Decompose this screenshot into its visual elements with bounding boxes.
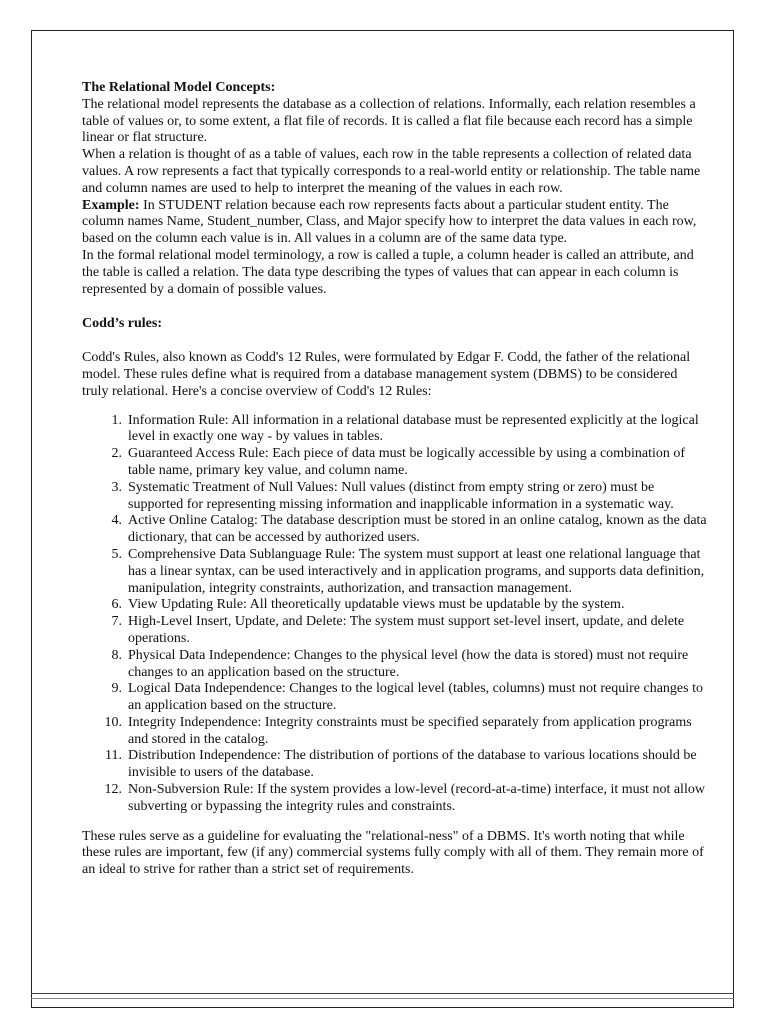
list-item-text: Information Rule: All information in a relational database must be represented explicitly at the logical level in exactly one way - by values in tables. [128,412,699,445]
list-item-text: Systematic Treatment of Null Values: Null values (distinct from empty string or zero) must be supported for representing missing information and inapplicable information in a systematic way. [128,479,674,512]
footer-rule [31,993,734,994]
example-text: In STUDENT relation because each row represents facts about a particular student entity. The column names Name, Student_number, Class, and Major specify how to interpret the data values in each row, based on the column each value is in. All values in a column are of the same data type. [82,197,697,247]
list-item-number: 8. [111,647,122,663]
list-item [82,480,707,514]
paragraph-relation-table-of-values: When a relation is thought of as a table of values, each row in the table represents a collection of related data values. A row represents a fact that typically corresponds to a real-world entity or relationship. The table name and column names are used to help to interpret the meaning of the values in each row. [82,147,701,196]
section-heading-codds-rules: Codd’s rules: [82,316,162,332]
list-item [82,614,707,648]
section-heading-relational-model: The Relational Model Concepts: [82,80,276,95]
list-item-number: 6. [111,597,122,613]
paragraph-formal-terminology: In the formal relational model terminology, a row is called a tuple, a column header is called an attribute, and the table is called a relation. The data type describing the types of values that can appear in each column is represented by a domain of possible values. [82,247,694,297]
list-item [82,597,707,614]
list-item-number: 1. [111,412,122,428]
footer-rule [31,998,734,999]
list-item-number: 2. [111,446,122,462]
list-item-text: Non-Subversion Rule: If the system provides a low-level (record-at-a-time) interface, it must not allow subverting or bypassing the integrity rules and constraints. [128,782,705,814]
document-body [82,80,707,879]
list-item [82,446,707,480]
list-item-text: Physical Data Independence: Changes to the physical level (how the data is stored) must not require changes to an application based on the structure. [128,647,689,680]
list-item-text: High-Level Insert, Update, and Delete: The system must support set-level insert, update, and delete operations. [128,614,685,646]
list-item-number: 10. [104,714,122,730]
list-item [82,715,707,749]
list-item-text: Distribution Independence: The distribution of portions of the database to various locations should be invisible to users of the database. [128,748,697,781]
list-item-text: Integrity Independence: Integrity constraints must be specified separately from application programs and stored in the catalog. [128,714,692,747]
list-item-text: View Updating Rule: All theoretically updatable views must be updatable by the system. [128,597,625,613]
list-item [82,681,707,715]
codds-rules-list [82,413,707,816]
list-item-number: 5. [111,546,122,562]
list-item-text: Guaranteed Access Rule: Each piece of data must be logically accessible by using a combination of table name, primary key value, and column name. [128,446,686,478]
list-item [82,513,707,547]
example-label: Example: [82,197,140,213]
spacer [82,816,707,829]
list-item [82,748,707,782]
list-item [82,547,707,597]
list-item [82,413,707,447]
list-item-text: Active Online Catalog: The database description must be stored in an online catalog, known as the data dictionary, that can be accessed by authorized users. [128,513,707,546]
list-item [82,782,707,816]
list-item [82,648,707,682]
spacer [82,333,707,350]
list-item-text: Logical Data Independence: Changes to the logical level (tables, columns) must not require changes to an application based on the structure. [128,681,703,714]
spacer [82,401,707,413]
list-item-number: 3. [111,479,122,495]
spacer [82,298,707,316]
list-item-number: 7. [111,614,122,630]
paragraph-example [82,198,707,248]
list-item-number: 9. [111,681,122,697]
list-item-number: 12. [104,782,122,798]
paragraph-relational-model-intro: The relational model represents the database as a collection of relations. Informally, each relation resembles a table of values or, to some extent, a flat file of records. It is called a flat file because each record has a simple linear or flat structure. [82,96,696,146]
list-item-number: 4. [111,513,122,529]
paragraph-closing: These rules serve as a guideline for evaluating the "relational-ness" of a DBMS. It's worth noting that while these rules are important, few (if any) commercial systems fully comply with all of them. They remain more of an ideal to strive for rather than a strict set of requirements. [82,828,704,878]
list-item-number: 11. [105,748,122,764]
list-item-text: Comprehensive Data Sublanguage Rule: The system must support at least one relational language that has a linear syntax, can be used interactively and in application programs, and supports data definition, manipulation, integrity constraints, authorization, and transaction management. [128,546,705,596]
paragraph-codds-rules-intro: Codd's Rules, also known as Codd's 12 Rules, were formulated by Edgar F. Codd, the father of the relational model. These rules define what is required from a database management system (DBMS) to be considered truly relational. Here's a concise overview of Codd's 12 Rules: [82,350,691,399]
